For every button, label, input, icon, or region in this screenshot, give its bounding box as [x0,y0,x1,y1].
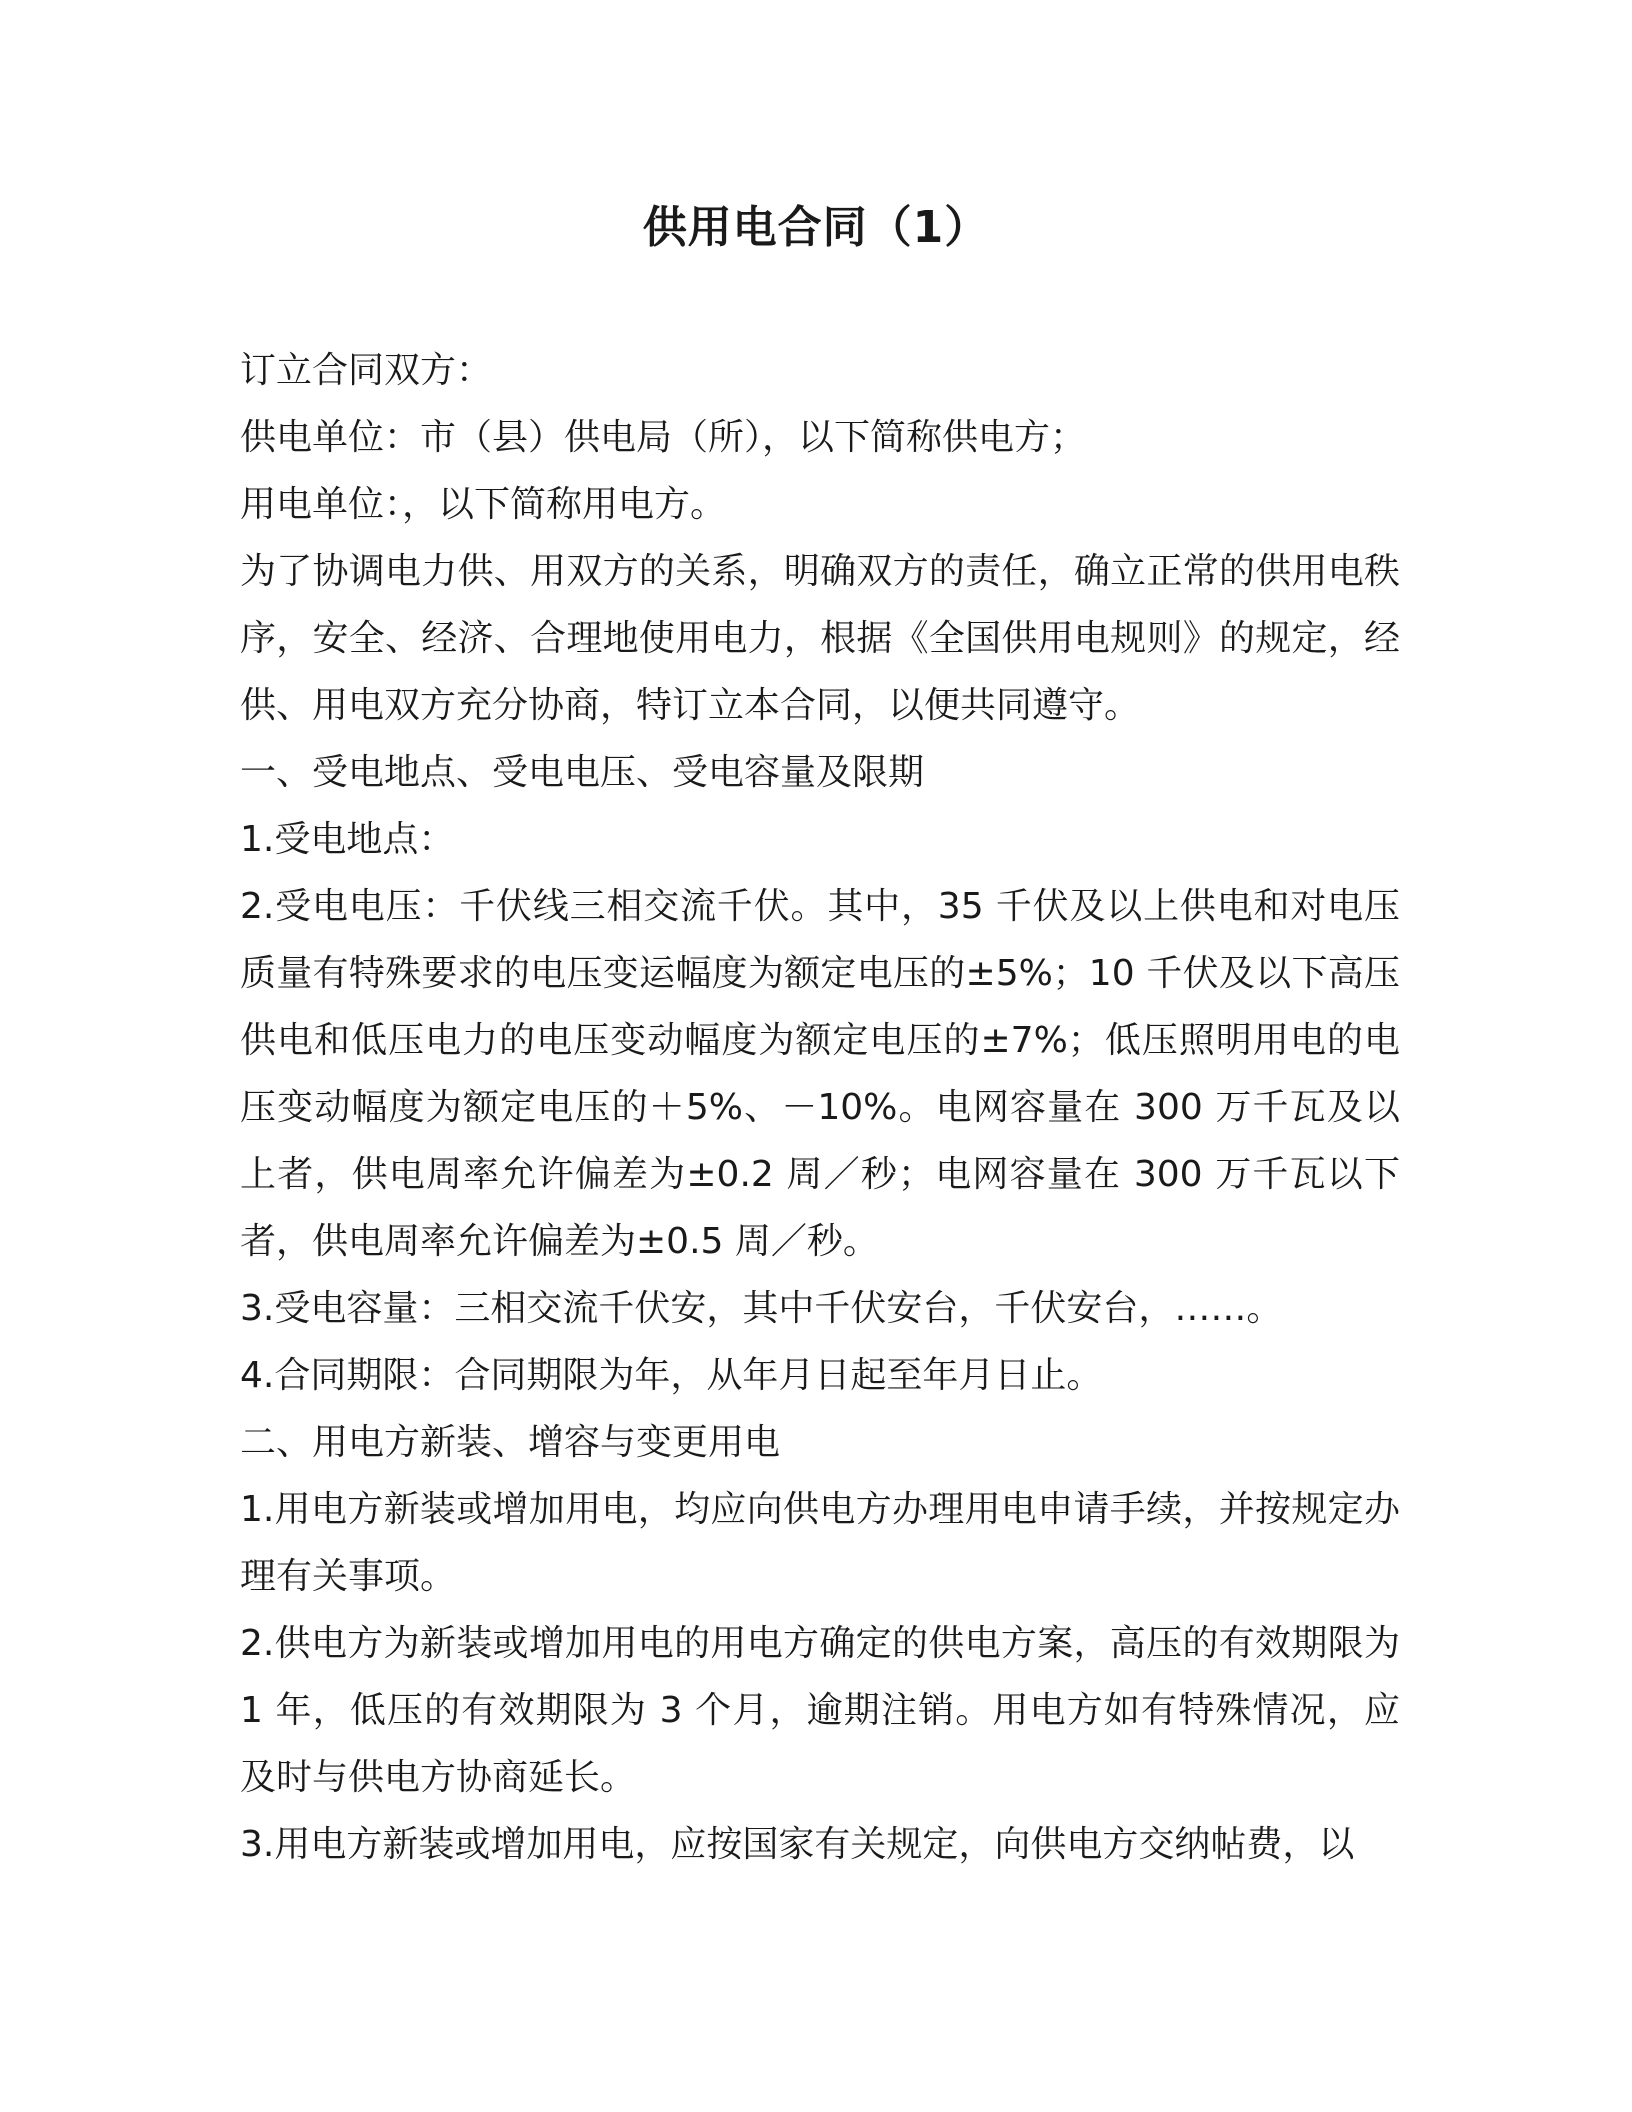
consumer-line: 用电单位：，以下简称用电方。 [240,484,727,525]
supplier-line: 供电单位：市（县）供电局（所），以下简称供电方； [240,417,1087,458]
clause-1-3: 3.受电容量：三相交流千伏安，其中千伏安台，千伏安台，……。 [240,1288,1283,1329]
clause-2-2: 2.供电方为新装或增加用电的用电方确定的供电方案，高压的有效期限为 1 年，低压的有效期限为 3 个月，逾期注销。用电方如有特殊情况，应及时与供电方协商延长。 [240,1623,1400,1798]
section-heading-2: 二、用电方新装、增容与变更用电 [240,1422,781,1463]
clause-1-2: 2.受电电压：千伏线三相交流千伏。其中，35 千伏及以上供电和对电压质量有特殊要求的电压变运幅度为额定电压的±5%；10 千伏及以下高压供电和低压电力的电压变动幅度为额定电压的±7%；低压照明用电的电压变动幅度为额定电压的＋5%、－10%。电网容量在 300 万千瓦及以上者，供电周率允许偏差为±0.2 周／秒；电网容量在 300 万千瓦以下者，供电周率允许偏差为±0.5 周／秒。 [240,886,1400,1262]
clause-1-1: 1.受电地点： [240,819,455,860]
document-body [240,337,1400,1878]
parties-heading: 订立合同双方： [240,350,493,391]
clause-1-4: 4.合同期限：合同期限为年，从年月日起至年月日止。 [240,1355,1103,1396]
section-heading-1: 一、受电地点、受电电压、受电容量及限期 [240,752,925,793]
clause-2-1: 1.用电方新装或增加用电，均应向供电方办理用电申请手续，并按规定办理有关事项。 [240,1489,1400,1597]
clause-2-3: 3.用电方新装或增加用电，应按国家有关规定，向供电方交纳帖费，以 [240,1824,1355,1865]
document-title: 供用电合同（1） [642,202,990,253]
preamble-paragraph: 为了协调电力供、用双方的关系，明确双方的责任，确立正常的供用电秩序，安全、经济、合理地使用电力，根据《全国供用电规则》的规定，经供、用电双方充分协商，特订立本合同，以便共同遵守。 [240,551,1400,726]
